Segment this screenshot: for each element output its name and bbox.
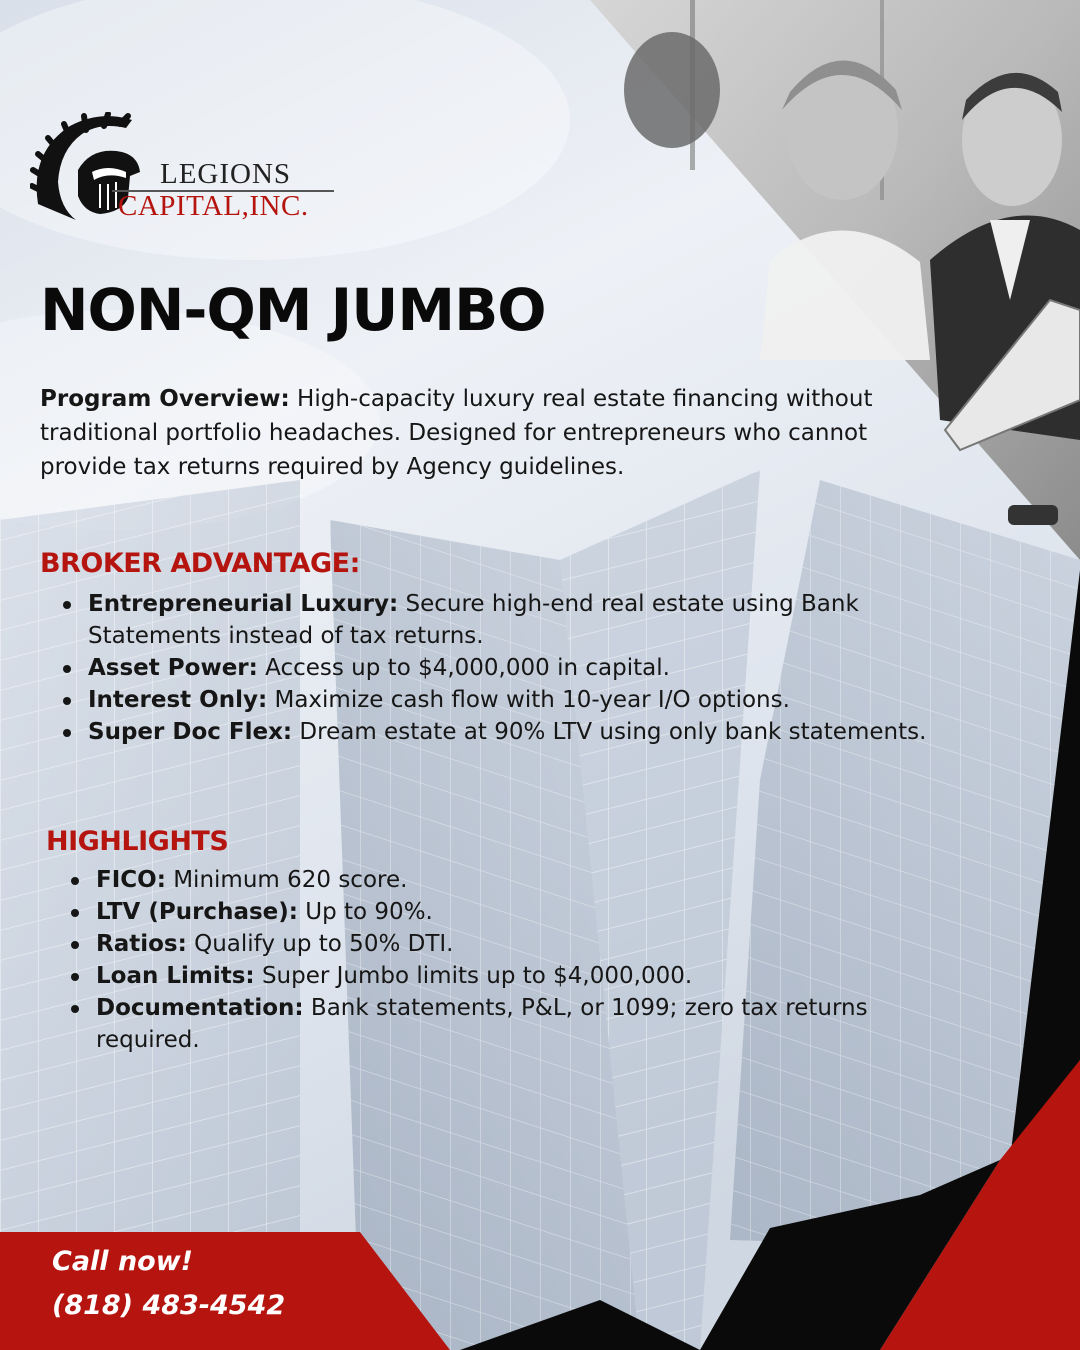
list-item [68, 864, 968, 896]
page-title: NON-QM JUMBO [40, 276, 546, 344]
item-label: Entrepreneurial Luxury: [88, 591, 399, 617]
item-text: Secure high-end real estate using Bank Statements instead of tax returns. [88, 591, 859, 649]
item-text: Up to 90%. [297, 899, 433, 925]
item-label: Ratios: [96, 931, 187, 957]
item-text: Super Jumbo limits up to $4,000,000. [254, 963, 693, 989]
item-text: Access up to $4,000,000 in capital. [257, 655, 670, 681]
overview-text: High-capacity luxury real estate financing without traditional portfolio headaches. Designed for entrepreneurs who cannot provide tax returns required by Agency guidelines. [40, 386, 873, 480]
brand-name-line1: LEGIONS [160, 158, 292, 190]
highlights-list [68, 864, 968, 1056]
item-text: Dream estate at 90% LTV using only bank statements. [292, 719, 927, 745]
list-item [68, 928, 968, 960]
list-item [60, 684, 940, 716]
list-item [60, 716, 940, 748]
item-text: Minimum 620 score. [165, 867, 408, 893]
phone-number[interactable]: (818) 483-4542 [52, 1290, 286, 1321]
list-item [68, 960, 968, 992]
list-item [68, 896, 968, 928]
item-label: Loan Limits: [96, 963, 255, 989]
list-item [60, 588, 940, 652]
overview-label: Program Overview: [40, 386, 290, 412]
item-label: FICO: [96, 867, 166, 893]
item-label: Asset Power: [88, 655, 258, 681]
item-text: Bank statements, P&L, or 1099; zero tax returns required. [96, 995, 868, 1053]
brand-name-line2: CAPITAL,INC. [118, 190, 309, 222]
item-text: Qualify up to 50% DTI. [186, 931, 454, 957]
call-now-text: Call now! [52, 1246, 193, 1277]
broker-advantage-title: BROKER ADVANTAGE: [40, 548, 360, 579]
broker-advantage-list [60, 588, 940, 748]
item-label: LTV (Purchase): [96, 899, 298, 925]
program-overview [40, 382, 880, 484]
item-label: Documentation: [96, 995, 304, 1021]
list-item [68, 992, 968, 1056]
highlights-title: HIGHLIGHTS [46, 826, 229, 857]
item-label: Interest Only: [88, 687, 268, 713]
item-label: Super Doc Flex: [88, 719, 293, 745]
item-text: Maximize cash flow with 10-year I/O options. [267, 687, 790, 713]
list-item [60, 652, 940, 684]
